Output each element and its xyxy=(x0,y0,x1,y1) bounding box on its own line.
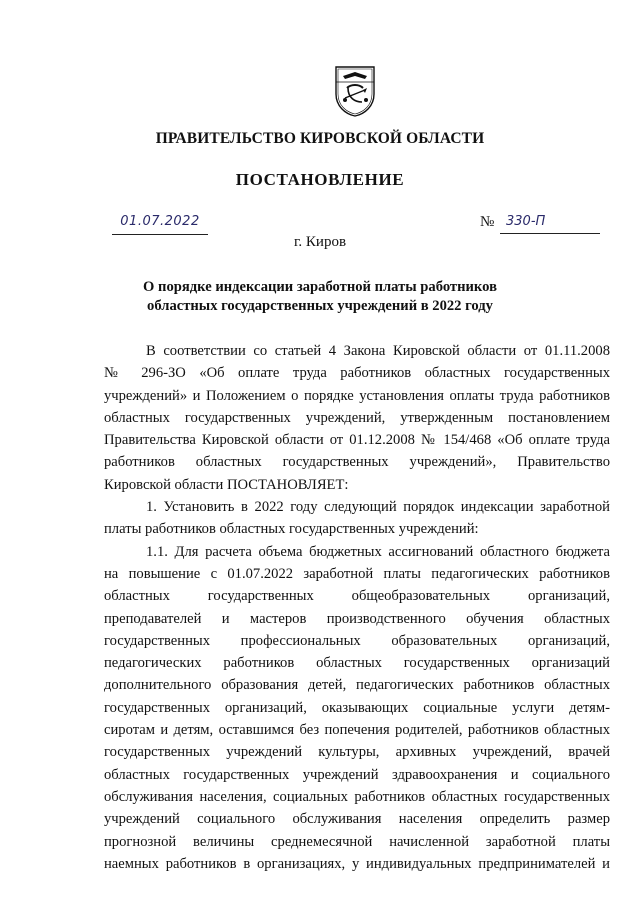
document-date: 01.07.2022 xyxy=(112,214,208,235)
body-line: учреждений» и Положением о порядке установления оплаты труда работников xyxy=(104,387,610,404)
body-line: дополнительного образования детей, педагогических работников областных xyxy=(104,677,610,694)
body-line: областных государственных учреждений здравоохранения и социального xyxy=(104,766,610,783)
document-title xyxy=(110,278,530,316)
body-line: наемных работников в организациях, у индивидуальных предпринимателей и xyxy=(104,855,610,872)
body-line: областных государственных общеобразовательных организаций, xyxy=(104,588,610,605)
body-line: областных государственных учреждений, утвержденным постановлением xyxy=(104,409,610,426)
document-type: ПОСТАНОВЛЕНИЕ xyxy=(235,170,405,189)
body-line: прогнозной величины среднемесячной начисленной заработной платы xyxy=(104,833,610,850)
body-line: Кировской области ПОСТАНОВЛЯЕТ: xyxy=(104,476,349,493)
body-line: учреждений социального обслуживания населения определить размер xyxy=(104,811,610,828)
body-line: государственных организаций, оказывающих социальные услуги детям- xyxy=(104,699,610,716)
body-line: 1.1. Для расчета объема бюджетных ассигнований областного бюджета xyxy=(146,543,610,560)
body-line: государственных профессиональных образовательных организаций, xyxy=(104,632,610,649)
body-line: государственных учреждений культуры, архивных учреждений, врачей xyxy=(104,744,610,761)
body-line: преподавателей и мастеров производственного обучения областных xyxy=(104,610,610,627)
document-number xyxy=(480,214,600,234)
title-line: областных государственных учреждений в 2022 году xyxy=(147,298,493,314)
body-line: педагогических работников областных государственных организаций xyxy=(104,655,610,672)
authority-name: ПРАВИТЕЛЬСТВО КИРОВСКОЙ ОБЛАСТИ xyxy=(155,130,485,147)
coat-of-arms-icon xyxy=(333,64,377,118)
number-value: 330-П xyxy=(500,214,600,234)
title-line: О порядке индексации заработной платы работников xyxy=(143,279,497,295)
body-line: № 296-ЗО «Об оплате труда работников областных государственных xyxy=(104,365,610,382)
body-line: работников областных государственных учреждений», Правительство xyxy=(104,454,610,471)
body-line: В соответствии со статьей 4 Закона Кировской области от 01.11.2008 xyxy=(146,343,610,359)
number-sign: № xyxy=(480,214,495,230)
body-line: обслуживания населения, социальных работников областных государственных xyxy=(104,788,610,805)
body-line: 1. Установить в 2022 году следующий порядок индексации заработной xyxy=(146,499,610,516)
body-line: платы работников областных государственных учреждений: xyxy=(104,521,479,538)
body-line: сиротам и детям, оставшимся без попечения родителей, работников областных xyxy=(104,722,610,739)
body-line: Правительства Кировской области от 01.12.2008 № 154/468 «Об оплате труда xyxy=(104,432,610,449)
document-body xyxy=(104,343,610,878)
body-line: на повышение с 01.07.2022 заработной платы педагогических работников xyxy=(104,565,610,582)
city: г. Киров xyxy=(293,234,347,250)
